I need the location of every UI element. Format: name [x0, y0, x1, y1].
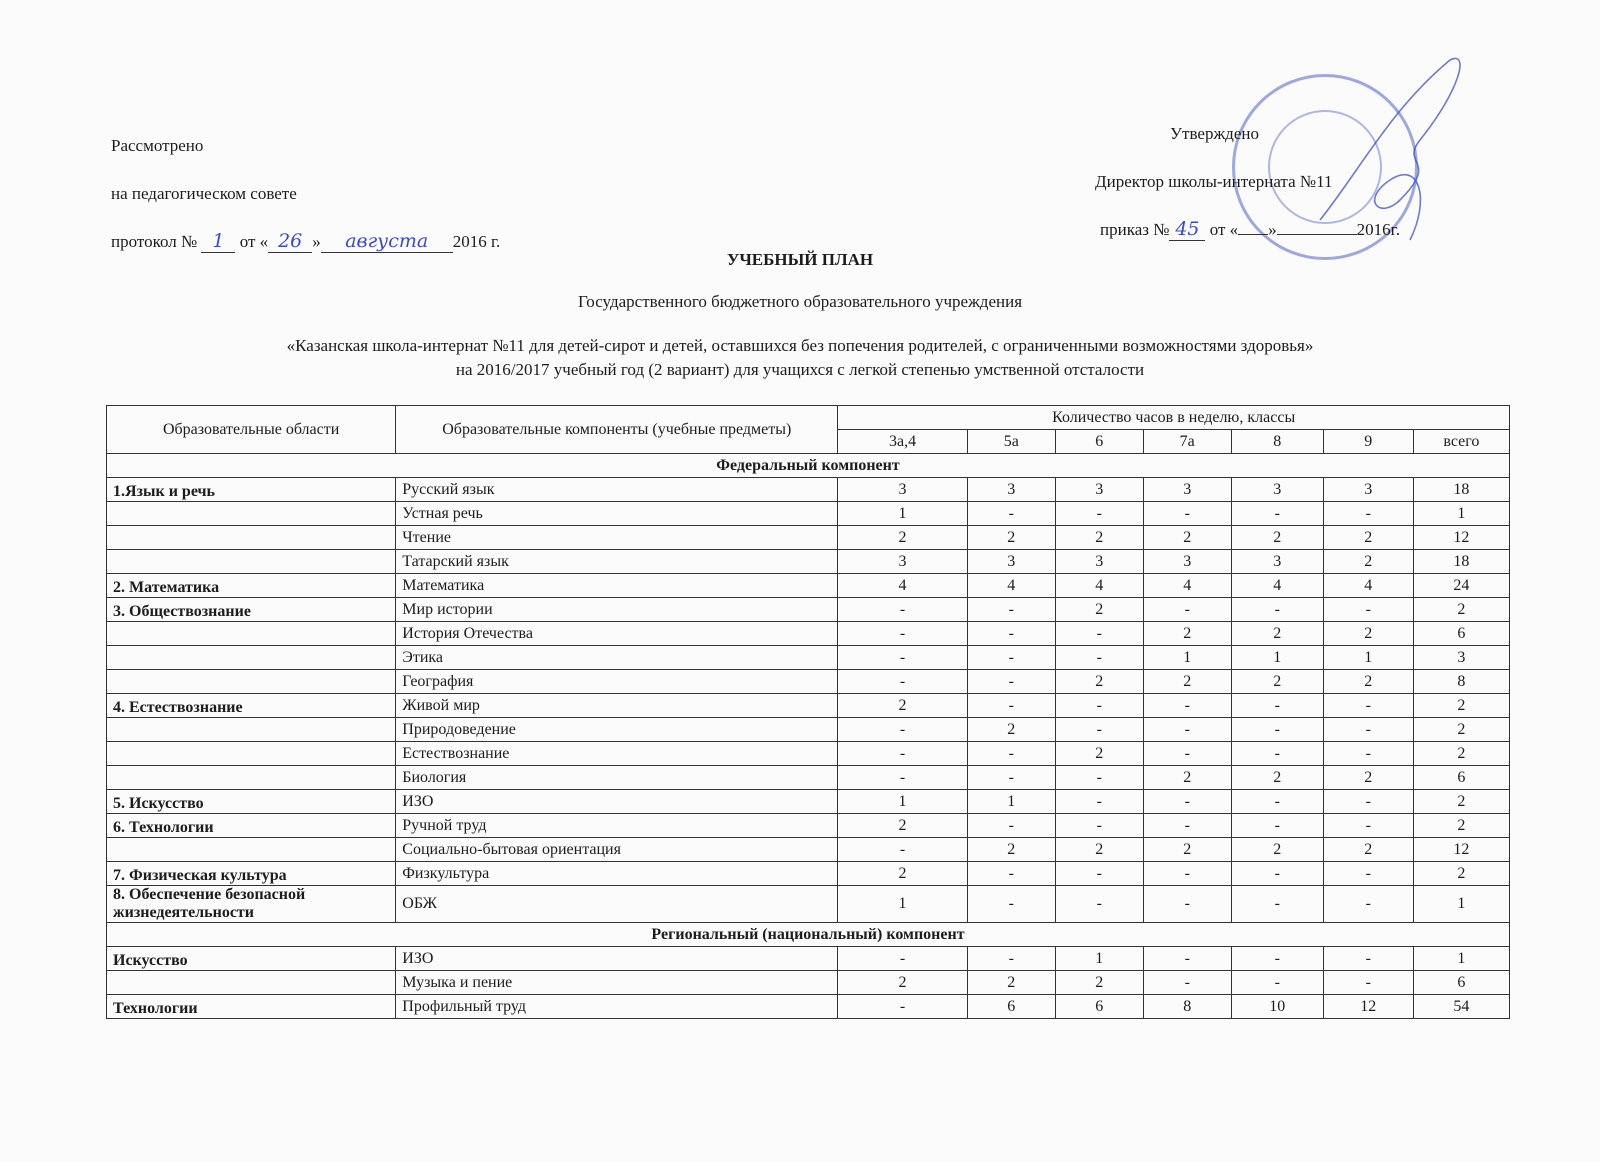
subject-cell: ИЗО [396, 947, 838, 971]
area-cell: 4. Естествознание [107, 694, 396, 718]
protocol-day: 26 [278, 230, 303, 252]
hours-cell: - [838, 598, 967, 622]
hours-cell: 1 [1413, 502, 1509, 526]
hours-cell: 10 [1231, 995, 1323, 1019]
subject-cell: Социально-бытовая ориентация [396, 838, 838, 862]
subject-cell: Мир истории [396, 598, 838, 622]
hours-cell: - [1231, 502, 1323, 526]
hours-cell: - [967, 670, 1055, 694]
protocol-year: 2016 г. [452, 232, 501, 251]
table-row [107, 502, 1510, 526]
area-cell: 8. Обеспечение безопасной жизнедеятельности [107, 886, 396, 923]
hours-cell: - [1143, 694, 1231, 718]
plan-subtitle-school: «Казанская школа-интернат №11 для детей-сирот и детей, оставшихся без попечения родителей, с ограниченными возможностями здоровья» [286, 336, 1314, 355]
area-cell: 5. Искусство [107, 790, 396, 814]
table-row [107, 742, 1510, 766]
hours-cell: 1 [1413, 947, 1509, 971]
hours-cell: 2 [1055, 598, 1143, 622]
hours-cell: 3 [838, 478, 967, 502]
area-cell [107, 838, 396, 862]
hours-cell: 2 [838, 526, 967, 550]
area-cell: 2. Математика [107, 574, 396, 598]
hours-cell: - [1231, 886, 1323, 923]
table-row [107, 947, 1510, 971]
table-row [107, 862, 1510, 886]
hours-cell: - [838, 670, 967, 694]
hours-cell: - [1323, 886, 1413, 923]
approval-right [1095, 110, 1500, 254]
hours-cell: - [1323, 971, 1413, 995]
table-row [107, 622, 1510, 646]
hours-cell: 2 [1143, 766, 1231, 790]
hours-cell: - [1055, 622, 1143, 646]
hours-cell: 2 [1323, 670, 1413, 694]
director-label: Директор школы-интерната №11 [1095, 172, 1333, 191]
hours-cell: - [1055, 790, 1143, 814]
hours-cell: 3 [1143, 478, 1231, 502]
hours-cell: 2 [1231, 766, 1323, 790]
hours-cell: 3 [1231, 478, 1323, 502]
hours-cell: 1 [838, 886, 967, 923]
order-close-quote: » [1268, 220, 1277, 239]
hours-cell: 2 [1413, 790, 1509, 814]
area-cell [107, 670, 396, 694]
hours-cell: - [1143, 790, 1231, 814]
hours-cell: 2 [1143, 622, 1231, 646]
hours-cell: 8 [1143, 995, 1231, 1019]
hours-cell: - [1143, 718, 1231, 742]
table-row [107, 646, 1510, 670]
hours-cell: 2 [967, 526, 1055, 550]
table-row [107, 478, 1510, 502]
table-row [107, 838, 1510, 862]
hours-cell: - [1231, 742, 1323, 766]
hours-cell: - [838, 622, 967, 646]
hours-cell: 3 [838, 550, 967, 574]
hours-cell: 2 [1143, 526, 1231, 550]
subject-cell: Этика [396, 646, 838, 670]
area-cell [107, 742, 396, 766]
section-title: Федеральный компонент [107, 454, 1510, 478]
hours-cell: - [1055, 694, 1143, 718]
area-cell: 6. Технологии [107, 814, 396, 838]
hours-cell: - [967, 694, 1055, 718]
area-cell [107, 502, 396, 526]
subject-cell: История Отечества [396, 622, 838, 646]
hours-cell: - [1231, 694, 1323, 718]
table-row [107, 694, 1510, 718]
hours-cell: - [967, 766, 1055, 790]
hours-cell: 2 [1323, 550, 1413, 574]
subject-cell: Природоведение [396, 718, 838, 742]
hours-cell: 2 [838, 694, 967, 718]
subject-cell: Устная речь [396, 502, 838, 526]
hours-cell: 1 [1413, 886, 1509, 923]
table-row [107, 886, 1510, 923]
hours-cell: 2 [1231, 670, 1323, 694]
table-row [107, 790, 1510, 814]
section-title: Региональный (национальный) компонент [107, 923, 1510, 947]
hours-cell: 2 [1413, 718, 1509, 742]
section-row [107, 454, 1510, 478]
subject-cell: Чтение [396, 526, 838, 550]
hours-cell: 24 [1413, 574, 1509, 598]
hours-cell: - [1143, 886, 1231, 923]
hours-cell: 1 [1055, 947, 1143, 971]
hours-cell: 12 [1413, 526, 1509, 550]
header-area: Образовательные области [107, 406, 396, 454]
hours-cell: 54 [1413, 995, 1509, 1019]
hours-cell: 2 [1231, 622, 1323, 646]
hours-cell: - [1323, 598, 1413, 622]
hours-cell: - [1231, 718, 1323, 742]
hours-cell: 2 [967, 971, 1055, 995]
hours-cell: - [838, 718, 967, 742]
hours-cell: 2 [1143, 838, 1231, 862]
hours-cell: - [1143, 502, 1231, 526]
header-grade: 7а [1143, 430, 1231, 454]
hours-cell: - [1143, 814, 1231, 838]
subject-cell: Физкультура [396, 862, 838, 886]
table-row [107, 526, 1510, 550]
hours-cell: 2 [1323, 766, 1413, 790]
protocol-month: августа [345, 230, 429, 252]
hours-cell: - [1143, 947, 1231, 971]
hours-cell: 4 [1231, 574, 1323, 598]
hours-cell: 3 [1413, 646, 1509, 670]
hours-cell: 3 [967, 478, 1055, 502]
hours-cell: 2 [1413, 598, 1509, 622]
hours-cell: 1 [967, 790, 1055, 814]
hours-cell: 4 [1055, 574, 1143, 598]
hours-cell: - [1231, 598, 1323, 622]
hours-cell: 1 [838, 790, 967, 814]
hours-cell: 2 [838, 814, 967, 838]
hours-cell: 3 [967, 550, 1055, 574]
hours-cell: - [1055, 766, 1143, 790]
order-line [1100, 206, 1500, 254]
subject-cell: Татарский язык [396, 550, 838, 574]
hours-cell: 6 [1413, 622, 1509, 646]
table-row [107, 574, 1510, 598]
subject-cell: ИЗО [396, 790, 838, 814]
order-from: от « [1209, 220, 1239, 239]
subject-cell: Музыка и пение [396, 971, 838, 995]
hours-cell: - [1323, 718, 1413, 742]
hours-cell: 2 [1413, 862, 1509, 886]
hours-cell: - [1231, 814, 1323, 838]
header-subject: Образовательные компоненты (учебные предметы) [396, 406, 838, 454]
hours-cell: 1 [838, 502, 967, 526]
hours-cell: - [967, 502, 1055, 526]
hours-cell: - [1055, 502, 1143, 526]
area-cell: 1.Язык и речь [107, 478, 396, 502]
council-label: на педагогическом совете [111, 184, 297, 203]
hours-cell: - [1323, 947, 1413, 971]
hours-cell: 12 [1413, 838, 1509, 862]
hours-cell: 2 [1055, 526, 1143, 550]
hours-cell: 4 [1323, 574, 1413, 598]
hours-cell: 2 [1323, 622, 1413, 646]
hours-cell: 2 [1413, 694, 1509, 718]
hours-cell: 4 [967, 574, 1055, 598]
hours-cell: 1 [1143, 646, 1231, 670]
subject-cell: География [396, 670, 838, 694]
hours-cell: 2 [967, 838, 1055, 862]
hours-cell: 2 [1055, 838, 1143, 862]
table-row [107, 670, 1510, 694]
table-row [107, 814, 1510, 838]
subject-cell: ОБЖ [396, 886, 838, 923]
approval-left [111, 122, 500, 266]
subject-cell: Биология [396, 766, 838, 790]
hours-cell: 6 [1055, 995, 1143, 1019]
hours-cell: - [1323, 502, 1413, 526]
hours-cell: - [967, 622, 1055, 646]
area-cell: Искусство [107, 947, 396, 971]
hours-cell: - [838, 947, 967, 971]
hours-cell: - [1231, 790, 1323, 814]
hours-cell: 2 [1055, 670, 1143, 694]
plan-subtitle-institution: Государственного бюджетного образовательного учреждения [577, 292, 1023, 311]
hours-cell: 2 [1323, 526, 1413, 550]
hours-cell: 4 [1143, 574, 1231, 598]
protocol-close-quote: » [312, 232, 321, 251]
hours-cell: - [1143, 971, 1231, 995]
curriculum-table [106, 405, 1510, 1019]
protocol-prefix: протокол № [111, 232, 198, 251]
subject-cell: Русский язык [396, 478, 838, 502]
hours-cell: 6 [967, 995, 1055, 1019]
hours-cell: 18 [1413, 478, 1509, 502]
hours-cell: - [838, 646, 967, 670]
subject-cell: Ручной труд [396, 814, 838, 838]
hours-cell: 2 [1413, 742, 1509, 766]
hours-cell: 2 [967, 718, 1055, 742]
hours-cell: 2 [1143, 670, 1231, 694]
hours-cell: 2 [1231, 526, 1323, 550]
hours-cell: 2 [1231, 838, 1323, 862]
hours-cell: 18 [1413, 550, 1509, 574]
hours-cell: 3 [1143, 550, 1231, 574]
hours-cell: 4 [838, 574, 967, 598]
plan-title: УЧЕБНЫЙ ПЛАН [726, 250, 874, 269]
hours-cell: 3 [1055, 550, 1143, 574]
hours-cell: - [1055, 718, 1143, 742]
table-row [107, 598, 1510, 622]
hours-cell: - [838, 742, 967, 766]
table-row [107, 971, 1510, 995]
hours-cell: - [1143, 598, 1231, 622]
area-cell: Технологии [107, 995, 396, 1019]
header-grade: 5а [967, 430, 1055, 454]
order-number: 45 [1175, 218, 1200, 240]
hours-cell: - [1055, 862, 1143, 886]
hours-cell: 2 [838, 971, 967, 995]
hours-cell: - [1231, 971, 1323, 995]
approved-label: Утверждено [1170, 124, 1259, 143]
hours-cell: 6 [1413, 971, 1509, 995]
hours-cell: - [838, 766, 967, 790]
area-cell [107, 971, 396, 995]
area-cell [107, 526, 396, 550]
hours-cell: - [1323, 862, 1413, 886]
header-grade: 9 [1323, 430, 1413, 454]
hours-cell: - [967, 814, 1055, 838]
hours-cell: - [967, 646, 1055, 670]
subject-cell: Естествознание [396, 742, 838, 766]
subject-cell: Профильный труд [396, 995, 838, 1019]
header-grade: 6 [1055, 430, 1143, 454]
hours-cell: - [967, 947, 1055, 971]
hours-cell: - [1143, 742, 1231, 766]
hours-cell: - [1323, 694, 1413, 718]
hours-cell: 2 [1055, 742, 1143, 766]
area-cell [107, 718, 396, 742]
table-row [107, 995, 1510, 1019]
hours-cell: - [1055, 646, 1143, 670]
considered-label: Рассмотрено [111, 136, 204, 155]
header-row-1 [107, 406, 1510, 430]
area-cell [107, 766, 396, 790]
area-cell: 3. Обществознание [107, 598, 396, 622]
plan-subtitle-year: на 2016/2017 учебный год (2 вариант) для учащихся с легкой степенью умственной отсталости [455, 360, 1145, 379]
hours-cell: - [1323, 742, 1413, 766]
section-row [107, 923, 1510, 947]
table-row [107, 766, 1510, 790]
hours-cell: - [967, 742, 1055, 766]
hours-cell: - [967, 598, 1055, 622]
table-row [107, 550, 1510, 574]
protocol-number: 1 [212, 230, 225, 252]
header-grade: 3а,4 [838, 430, 967, 454]
subject-cell: Живой мир [396, 694, 838, 718]
order-prefix: приказ № [1100, 220, 1170, 239]
hours-cell: 2 [1413, 814, 1509, 838]
hours-cell: - [1323, 814, 1413, 838]
area-cell [107, 550, 396, 574]
header-grade: всего [1413, 430, 1509, 454]
header-grade: 8 [1231, 430, 1323, 454]
hours-cell: - [838, 838, 967, 862]
hours-cell: - [1143, 862, 1231, 886]
hours-cell: - [1231, 862, 1323, 886]
hours-cell: - [1055, 886, 1143, 923]
area-cell [107, 646, 396, 670]
hours-cell: 3 [1055, 478, 1143, 502]
table-row [107, 718, 1510, 742]
hours-cell: - [1055, 814, 1143, 838]
hours-cell: 2 [1055, 971, 1143, 995]
subject-cell: Математика [396, 574, 838, 598]
hours-cell: 1 [1323, 646, 1413, 670]
hours-cell: 12 [1323, 995, 1413, 1019]
hours-cell: 8 [1413, 670, 1509, 694]
area-cell: 7. Физическая культура [107, 862, 396, 886]
hours-cell: - [1323, 790, 1413, 814]
hours-cell: - [967, 886, 1055, 923]
order-year: 2016г. [1356, 220, 1400, 239]
hours-cell: - [967, 862, 1055, 886]
hours-cell: - [838, 995, 967, 1019]
hours-cell: - [1231, 947, 1323, 971]
header-hours: Количество часов в неделю, классы [838, 406, 1510, 430]
hours-cell: 2 [1323, 838, 1413, 862]
hours-cell: 6 [1413, 766, 1509, 790]
hours-cell: 3 [1231, 550, 1323, 574]
hours-cell: 3 [1323, 478, 1413, 502]
hours-cell: 2 [838, 862, 967, 886]
protocol-from: от « [239, 232, 269, 251]
hours-cell: 1 [1231, 646, 1323, 670]
area-cell [107, 622, 396, 646]
